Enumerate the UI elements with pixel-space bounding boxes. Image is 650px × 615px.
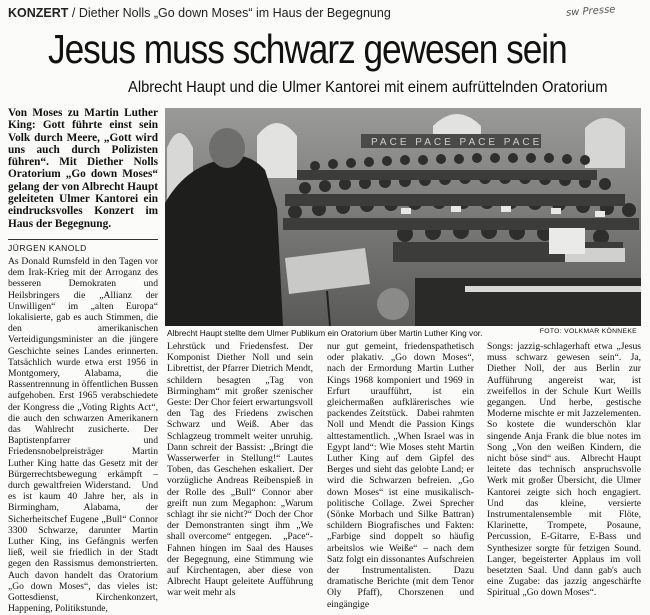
subheadline: Albrecht Haupt und die Ulmer Kantorei mit einem aufrüttelnden Oratorium (128, 79, 608, 96)
photo-caption (167, 328, 637, 338)
article-column-3: nur gut gemeint, friedenspathetisch oder plakativ. „Go down Moses“, nach der Ermordung Martin Luther Kings 1968 komponiert und 1969 in Erfurt uraufführt, ist ein gleichermaßen aufklärerisches wie packendes Zeitstück. Dabei rahmten Noll und Mendt die Passion Kings alttestamentlich. „When Israel was in Egypt land“: Wie Moses steht Martin Luther King auf dem Gipfel des Berges und sieht das gelobte Land; er wird die Schwarzen befreien. „Go down Moses“ ist eine musikalisch-politische Collage. Zwei Sprecher (Sönke Morbach und Silke Battran) schildern Biografisches und Fakten: „Farbige sind doppelt so häufig arbeitslos wie Weiße“ – nach dem Satz folgt ein dissonantes Aufschreien der Instrumentalisten. Dazu dramatische Berichte (mit dem Tenor Oly Pfaff), Chorszenen und eingängige (327, 341, 474, 610)
article-column-2: Lehrstück und Friedensfest. Der Komponist Diether Noll und sein Librettist, der Pfarrer Dietrich Mendt, schildern besagten „Tag von Birmingham“ mit großer szenischer Geste: Der Chor feiert erwartungsvoll den Tag des Friedens zwischen Schwarz und Weiß. Aber das Schlagzeug trommelt weiter unruhig. Dann schreit der Bassist: „Bringt die Wasserwerfer in Stellung!“ Lautes Toben, das Geschehen eskaliert. Der vorzügliche Andreas Reibenspieß in der Rolle des „Bull“ Connor aber greift nun zum Megaphon: „Warum schlagt ihr sie nicht?“ Doch der Chor der Demonstranten singt ihm „We shall overcome“ entgegen. „Pace“-Fahnen hingen im Saal des Hauses der Begegnung, eine Stimmung wie auf Kirchentagen, aber diese von Albrecht Haupt geleitete Aufführung war weit mehr als (167, 341, 313, 599)
handwritten-note: sw Presse (565, 4, 616, 19)
lead-paragraph: Von Moses zu Martin Luther King: Gott führte einst sein Volk durch Meere, „Gott wird uns auch durch Polizisten führen“. Mit Diether Nolls Oratorium „Go down Moses“ gelang der von Albrecht Haupt geleiteten Ulmer Kantorei ein eindrucksvolles Konzert im Haus der Begegnung. (8, 107, 158, 230)
article-column-4: Songs: jazzig-schlagerhaft etwa „Jesus muss schwarz gewesen sein“. Ja, Diether Noll, der aus Berlin zur Aufführung angereist war, ist zweifellos in der Schule Kurt Weills gegangen. Und herbe, gestische Moderne mischte er mit Jazzelementen. So kostete die wunderschön klar singende Anja Frank die blue notes im Song „Von den weißen Kindern, die nicht böse sind“ aus. Albrecht Haupt leitete das technisch anspruchsvolle Werk mit großer Übersicht, die Ulmer Kantorei zeigte sich hoch engagiert. Und das kleine, versierte Instrumentalensemble mit Flöte, Klarinette, Trompete, Posaune, Percussion, E-Gitarre, E-Bass und Synthesizer sorgte für fetzigen Sound. Langer, begeisterter Applaus im voll besetzten Saal. Und dann gab's auch eine Zugabe: das jazzig angeschärfte Spiritual „Go down Moses“. (487, 341, 641, 599)
kicker-section: KONZERT (8, 6, 69, 20)
author-byline: JÜRGEN KANOLD (8, 243, 87, 253)
divider (8, 239, 158, 240)
pace-banner-text: PACE PACE PACE PACE (371, 137, 543, 148)
kicker-text: / Diether Nolls „Go down Moses“ im Haus der Begegnung (68, 6, 391, 20)
headline: Jesus muss schwarz gewesen sein (48, 26, 567, 72)
photo-credit: FOTO: VOLKMAR KÖNNEKE (539, 328, 637, 335)
concert-photo-image (165, 108, 641, 326)
kicker-line (8, 6, 391, 20)
concert-photo (165, 108, 641, 326)
article-column-1: As Donald Rumsfeld in den Tagen vor dem Irak-Krieg mit der Arroganz des besseren Demokraten und Heilsbringers die „Allianz der Unwilligen“ im „alten Europa“ lokalisierte, gab es auch Stimmen, die den amerikanischen Verteidigungsminister an die jüngere Geschichte seines Landes erinnerten. Tatsächlich wurde etwa erst 1956 in Montgomery, Alabama, die Rassentrennung in öffentlichen Bussen aufgehoben. Erst 1965 verabschiedete der Kongress die „Voting Rights Act“, die auch den schwarzen Amerikanern das Wahlrecht zusicherte. Der Baptistenpfarrer und Friedensnobelpreisträger Martin Luther King hatte das Gesetz mit der Bürgerrechtsbewegung erkämpft – durch gewaltfreien Widerstand. Und es ist kaum 40 Jahre her, als in Birmingham, Alabama, der Sicherheitschef Eugene „Bull“ Connor 3300 Schwarze, darunter Martin Luther King, ins Gefängnis werfen ließ, weil sie friedlich in der Stadt gegen den Rassismus demonstrierten. Auch davon handelt das Oratorium „Go down Moses“, das vieles ist: Gottesdienst, Kirchenkonzert, Happening, Politikstunde, (8, 256, 158, 615)
caption-text: Albrecht Haupt stellte dem Ulmer Publikum ein Oratorium über Martin Luther King vor. (167, 328, 483, 338)
